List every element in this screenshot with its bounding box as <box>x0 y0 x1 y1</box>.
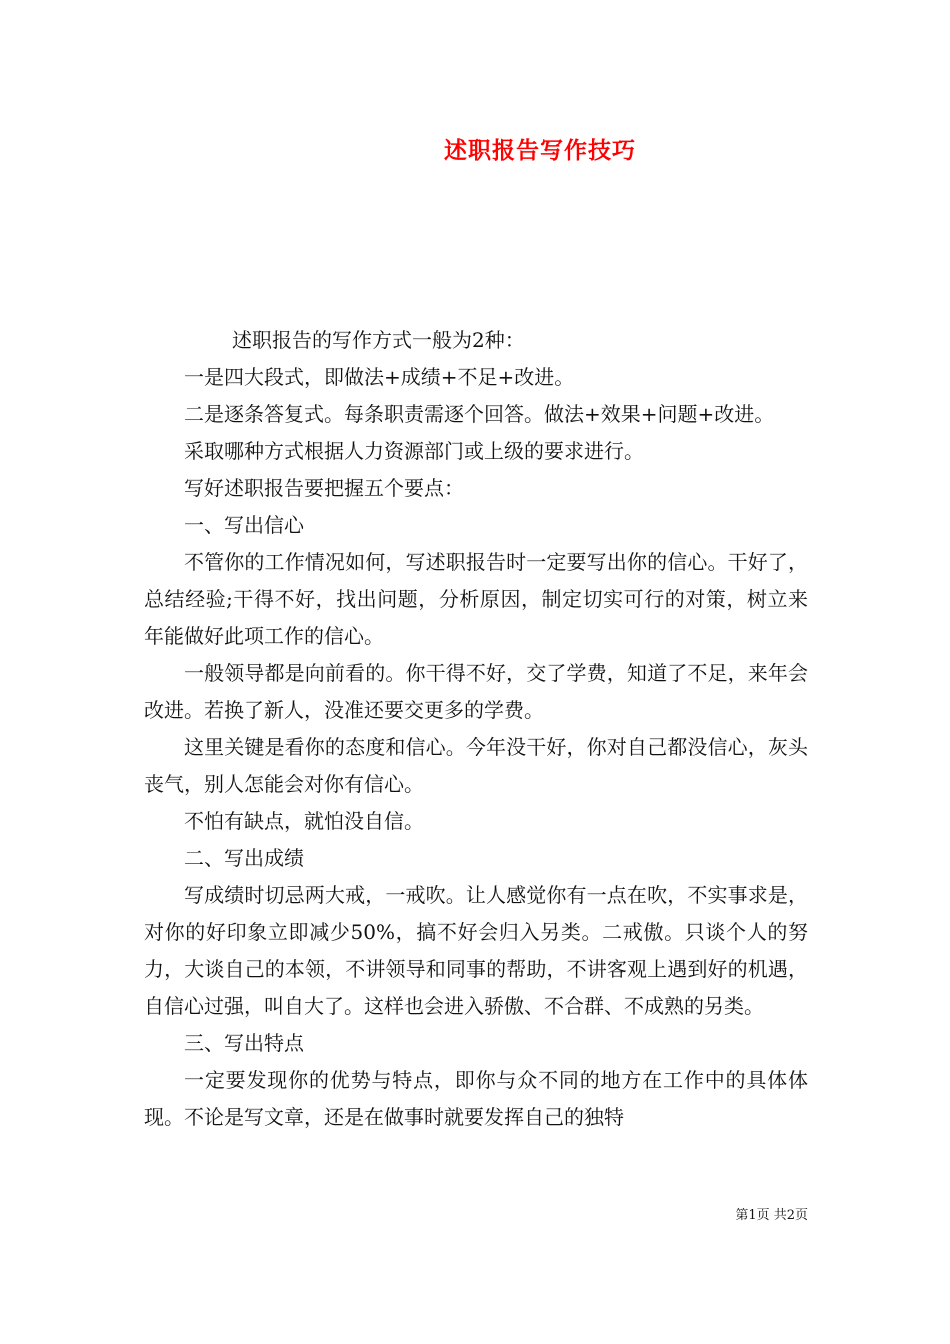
document-title: 述职报告写作技巧 <box>444 137 636 164</box>
page-number: 第1页 共2页 <box>735 1208 808 1223</box>
section-heading: 二、写出成绩 <box>184 846 304 870</box>
section-heading: 一、写出信心 <box>184 513 304 537</box>
paragraph: 二是逐条答复式。每条职责需逐个回答。做法+效果+问题+改进。 <box>184 402 775 426</box>
paragraph: 采取哪种方式根据人力资源部门或上级的要求进行。 <box>184 439 644 463</box>
paragraph: 不怕有缺点，就怕没自信。 <box>184 809 424 833</box>
section-heading: 三、写出特点 <box>184 1031 304 1055</box>
paragraph: 一定要发现你的优势与特点，即你与众不同的地方在工作中的具体体现。不论是写文章，还是在做事时就要发挥自己的独特 <box>144 1068 808 1129</box>
paragraph: 一是四大段式，即做法+成绩+不足+改进。 <box>184 365 575 389</box>
paragraph: 写好述职报告要把握五个要点： <box>184 476 464 500</box>
document-body <box>144 322 808 1136</box>
paragraph: 这里关键是看你的态度和信心。今年没干好，你对自己都没信心，灰头丧气，别人怎能会对你有信心。 <box>144 735 808 796</box>
paragraph: 写成绩时切忌两大戒，一戒吹。让人感觉你有一点在吹，不实事求是，对你的好印象立即减少50%，搞不好会归入另类。二戒傲。只谈个人的努力，大谈自己的本领，不讲领导和同事的帮助，不讲客观上遇到好的机遇，自信心过强，叫自大了。这样也会进入骄傲、不合群、不成熟的另类。 <box>144 883 808 1018</box>
paragraph: 述职报告的写作方式一般为2种： <box>232 328 525 352</box>
paragraph: 一般领导都是向前看的。你干得不好，交了学费，知道了不足，来年会改进。若换了新人，没准还要交更多的学费。 <box>144 661 808 722</box>
paragraph: 不管你的工作情况如何，写述职报告时一定要写出你的信心。干好了，总结经验;干得不好，找出问题，分析原因，制定切实可行的对策，树立来年能做好此项工作的信心。 <box>144 550 808 648</box>
